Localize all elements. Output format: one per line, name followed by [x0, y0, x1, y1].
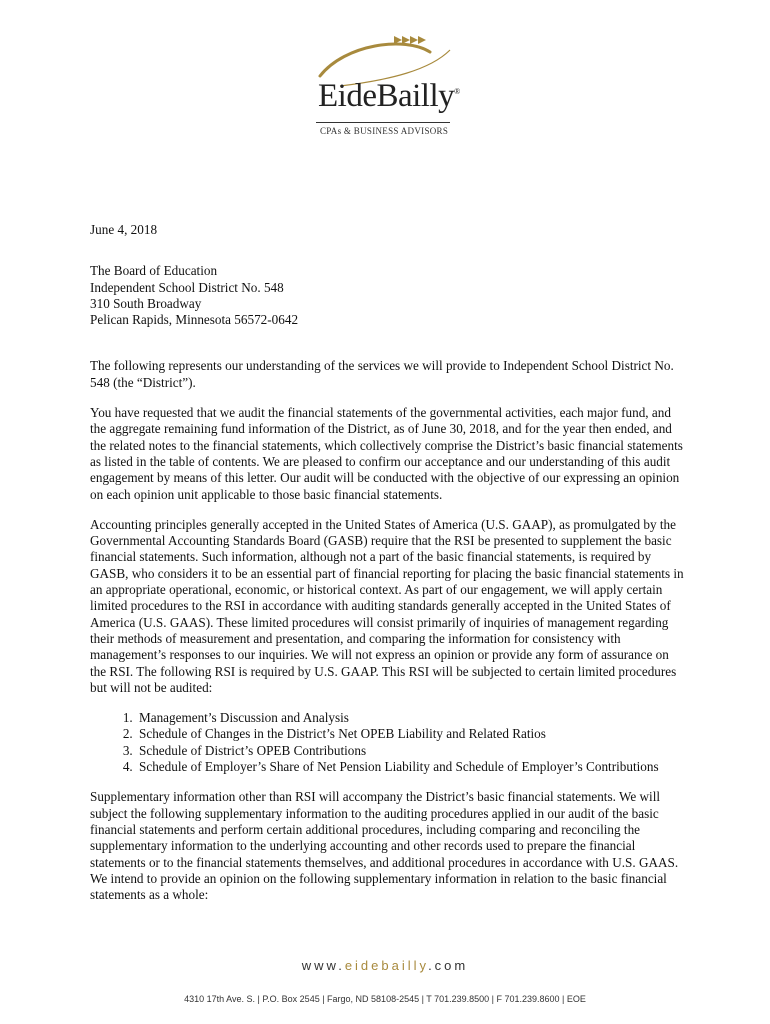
recipient-line: Independent School District No. 548	[90, 279, 284, 295]
letter-body	[90, 222, 686, 917]
list-item: 4. Schedule of Employer’s Share of Net Pension Liability and Schedule of Employer’s Contributions	[136, 759, 686, 775]
footer-address: 4310 17th Ave. S. | P.O. Box 2545 | Fargo, ND 58108-2545 | T 701.239.8500 | F 701.239.8600 | EOE	[184, 994, 586, 1004]
list-item: 3. Schedule of District’s OPEB Contributions	[136, 743, 686, 759]
logo-wordmark: EideBailly®	[318, 78, 460, 114]
recipient-line: 310 South Broadway	[90, 295, 202, 311]
eide-bailly-logo	[300, 30, 470, 140]
list-item: 2. Schedule of Changes in the District’s Net OPEB Liability and Related Ratios	[136, 726, 686, 742]
logo-tagline: CPAs & BUSINESS ADVISORS	[320, 126, 449, 136]
list-item: 1. Management’s Discussion and Analysis	[136, 710, 686, 726]
scope-paragraph: You have requested that we audit the financial statements of the governmental activities, each major fund, and the aggregate remaining fund information of the District, as of June 30, 2018, and for the year then ended, and the related notes to the financial statements, which collectively comprise the District’s basic financial statements as listed in the table of contents. We are pleased to confirm our acceptance and our understanding of this audit engagement by means of this letter. Our audit will be conducted with the objective of our expressing an opinion on each opinion unit applicable to those basic financial statements.	[90, 405, 683, 502]
rsi-list	[90, 710, 686, 775]
recipient-line: The Board of Education	[90, 263, 218, 279]
supplementary-paragraph: Supplementary information other than RSI will accompany the District’s basic financial statements. We will subject the following supplementary information to the auditing procedures applied in our audit of the basic financial statements and perform certain additional procedures, including comparing and reconciling the supplementary information to the underlying accounting and other records used to prepare the financial statements or to the financial statements themselves, and additional procedures in accordance with U.S. GAAS. We intend to provide an opinion on the following supplementary information in relation to the basic financial statements as a whole:	[90, 789, 679, 903]
recipient-line: Pelican Rapids, Minnesota 56572-0642	[90, 312, 299, 328]
rsi-paragraph: Accounting principles generally accepted in the United States of America (U.S. GAAP), as promulgated by the Governmental Accounting Standards Board (GASB) require that the RSI be presented to supplement the basic financial statements. Such information, although not a part of the basic financial statements, is required by GASB, who considers it to be an essential part of financial reporting for placing the basic financial statements in an appropriate operational, economic, or historical context. As part of our engagement, we will apply certain limited procedures to the RSI in accordance with auditing standards generally accepted in the United States of America (U.S. GAAS). These limited procedures will consist primarily of inquiries of management regarding their methods of measurement and presentation, and comparing the information for consistency with management’s responses to our inquiries. We will not express an opinion or provide any form of assurance on the RSI. The following RSI is required by U.S. GAAP. This RSI will be subjected to certain limited procedures but will not be audited:	[90, 516, 684, 695]
logo-divider	[316, 122, 450, 123]
recipient-address	[90, 263, 686, 328]
letter-date: June 4, 2018	[90, 222, 158, 237]
intro-paragraph: The following represents our understanding of the services we will provide to Independent School District No. 548 (the “District”).	[90, 358, 674, 390]
footer-website-link[interactable]: www.eidebailly.com	[301, 958, 469, 973]
